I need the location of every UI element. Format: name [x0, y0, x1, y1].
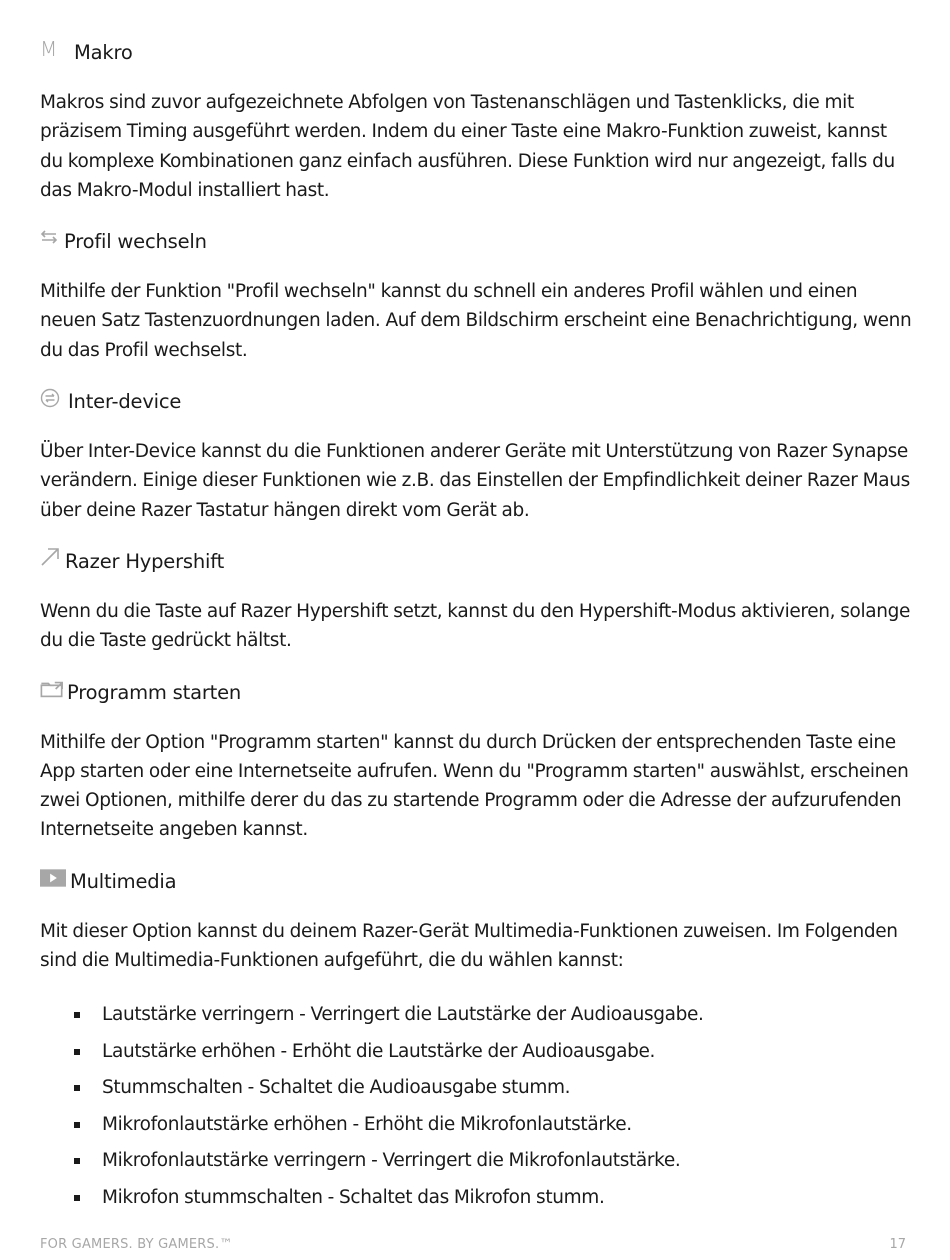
- section-title: Razer Hypershift: [65, 549, 225, 573]
- section-body-profil-wechseln: Mithilfe der Funktion "Profil wechseln" kannst du schnell ein anderes Profil wählen und einen neuen Satz Tastenzuordnungen laden. Auf dem Bildschirm erscheint eine Benachrichtigung, wenn du das Profil wechselst.: [40, 281, 912, 361]
- section-heading-razer-hypershift: [40, 549, 912, 575]
- section-heading-profil-wechseln: [40, 229, 912, 255]
- macro-m-icon: M: [40, 37, 58, 61]
- section-body-programm-starten: Mithilfe der Option "Programm starten" kannst du durch Drücken der entsprechenden Taste eine App starten oder eine Internetseite aufrufen. Wenn du "Programm starten" auswählst, erscheinen zwei Optionen, mithilfe derer du das zu startende Programm oder die Adresse der aufzurufenden Internetseite angeben kannst.: [40, 731, 909, 841]
- list-item: Lautstärke erhöhen - Erhöht die Lautstärke der Audioausgabe.: [40, 1040, 912, 1064]
- section-heading-programm-starten: [40, 680, 912, 706]
- section-body-razer-hypershift: Wenn du die Taste auf Razer Hypershift setzt, kannst du den Hypershift-Modus aktivieren, solange du die Taste gedrückt hältst.: [40, 600, 911, 652]
- section-title: Makro: [74, 41, 133, 64]
- section-heading-multimedia: [40, 869, 912, 895]
- bullet-square-icon: [74, 1122, 80, 1128]
- list-item: Stummschalten - Schaltet die Audioausgabe stumm.: [40, 1076, 912, 1100]
- launch-program-icon: [40, 679, 64, 699]
- document-page: [40, 37, 912, 1222]
- section-body-inter-device: Über Inter-Device kannst du die Funktionen anderer Geräte mit Unterstützung von Razer Synapse verändern. Einige dieser Funktionen wie z.B. das Einstellen der Empfindlichkeit deiner Razer Maus über deine Razer Tastatur hängen direkt vom Gerät ab.: [40, 441, 910, 521]
- inter-device-circle-icon: [40, 388, 64, 408]
- section-body-multimedia: Mit dieser Option kannst du deinem Razer-Gerät Multimedia-Funktionen zuweisen. Im Folgenden sind die Multimedia-Funktionen aufgeführt, die du wählen kannst:: [40, 920, 898, 972]
- list-item: Lautstärke verringern - Verringert die Lautstärke der Audioausgabe.: [40, 1003, 912, 1027]
- page-number: 17: [889, 1237, 906, 1252]
- play-button-icon: [40, 869, 66, 887]
- list-item: Mikrofonlautstärke erhöhen - Erhöht die Mikrofonlautstärke.: [40, 1113, 912, 1137]
- section-heading-makro: [40, 37, 912, 66]
- bullet-square-icon: [74, 1158, 80, 1164]
- list-item: Mikrofonlautstärke verringern - Verringert die Mikrofonlautstärke.: [40, 1149, 912, 1173]
- list-item: Mikrofon stummschalten - Schaltet das Mikrofon stumm.: [40, 1186, 912, 1210]
- section-title: Multimedia: [70, 869, 177, 893]
- bullet-square-icon: [74, 1049, 80, 1055]
- footer-tagline: FOR GAMERS. BY GAMERS.™: [40, 1237, 233, 1252]
- section-heading-inter-device: [40, 389, 912, 415]
- bullet-square-icon: [74, 1085, 80, 1091]
- switch-arrows-icon: [40, 229, 60, 245]
- section-title: Programm starten: [67, 680, 242, 704]
- diagonal-arrow-icon: [40, 547, 60, 567]
- section-title: Inter-device: [68, 390, 182, 414]
- bullet-square-icon: [74, 1195, 80, 1201]
- bullet-square-icon: [74, 1012, 80, 1018]
- section-title: Profil wechseln: [64, 230, 207, 254]
- multimedia-function-list: [40, 1003, 912, 1210]
- section-body-makro: Makros sind zuvor aufgezeichnete Abfolgen von Tastenanschlägen und Tastenklicks, die mit präzisem Timing ausgeführt werden. Indem du einer Taste eine Makro-Funktion zuweist, kannst du komplexe Kombinationen ganz einfach ausführen. Diese Funktion wird nur angezeigt, falls du das Makro-Modul installiert hast.: [40, 92, 895, 201]
